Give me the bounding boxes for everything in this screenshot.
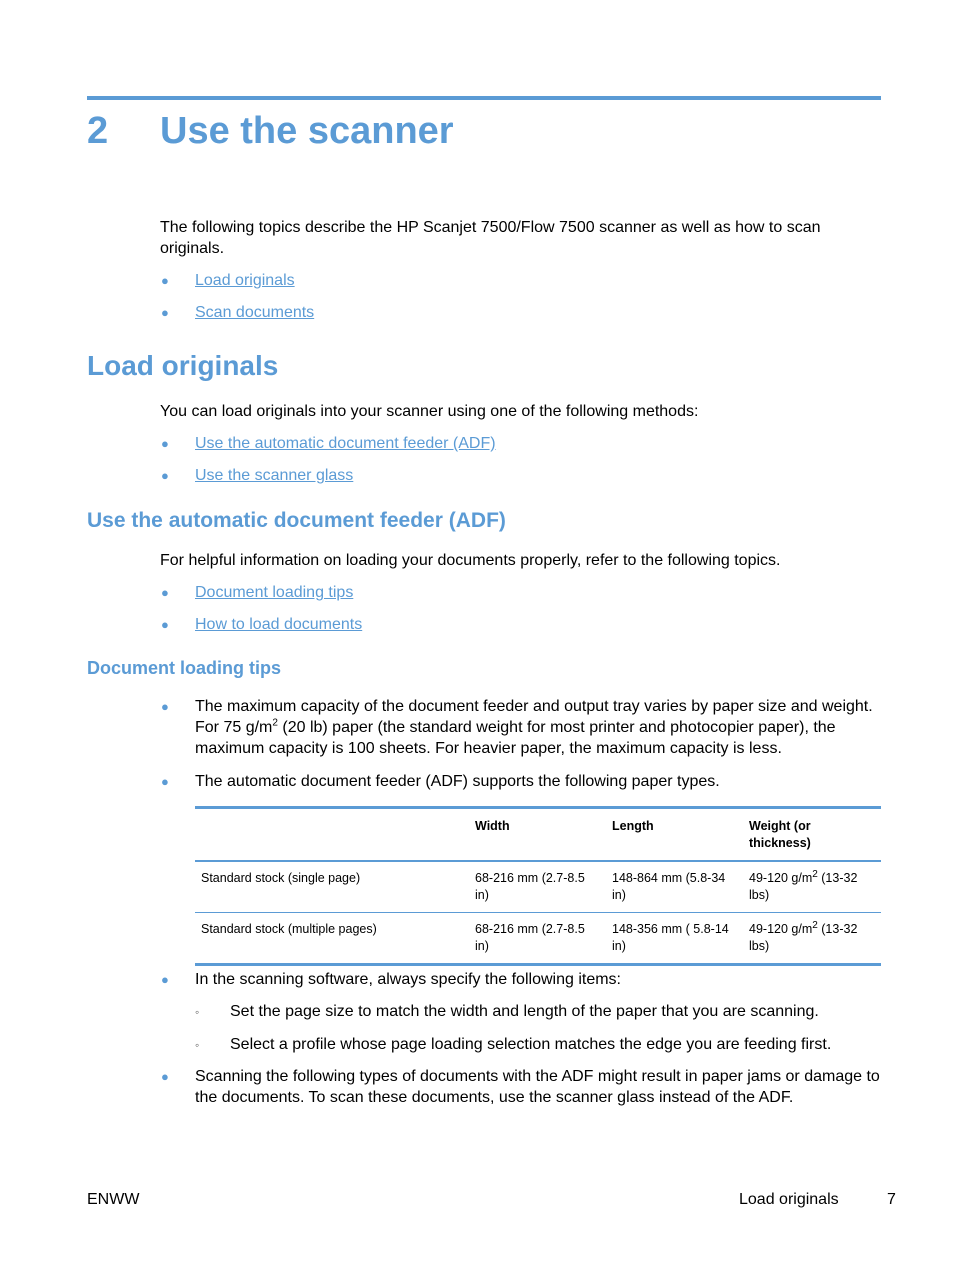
bullet-icon: ● xyxy=(161,585,169,600)
intro-text: The following topics describe the HP Scanjet 7500/Flow 7500 scanner as well as how to scan originals. xyxy=(160,219,821,257)
load-originals-text: You can load originals into your scanner using one of the following methods: xyxy=(160,403,699,420)
bullet-icon: ● xyxy=(161,1069,169,1084)
sub-bullet-icon: ◦ xyxy=(195,1038,200,1052)
cell-width: 68-216 mm (2.7-8.5 in) xyxy=(475,922,585,953)
cell-weight: 49-120 $g/m^2$ (13-32 lbs) xyxy=(749,919,858,953)
heading-document-loading-tips: Document loading tips xyxy=(87,658,282,678)
tips-bullet-jams: Scanning the following types of documents with the ADF might result in paper jams or damage to the documents. To scan these documents, use the scanner glass instead of the ADF. xyxy=(195,1068,880,1106)
table-header-width: Width xyxy=(475,819,510,833)
sub-bullet-page-size: Set the page size to match the width and length of the paper that you are scanning. xyxy=(230,1003,819,1020)
table-header-row xyxy=(195,808,881,862)
bullet-icon: ● xyxy=(161,273,169,288)
bullet-icon: ● xyxy=(161,972,169,987)
cell-weight: 49-120 $g/m^2$ (13-32 lbs) xyxy=(749,868,858,902)
bullet-icon: ● xyxy=(161,774,169,789)
sub-bullet-profile: Select a profile whose page loading selection matches the edge you are feeding first. xyxy=(230,1036,832,1053)
link-how-to-load-documents[interactable]: How to load documents xyxy=(195,616,363,633)
chapter-number: 2 xyxy=(87,110,109,152)
bullet-icon: ● xyxy=(161,305,169,320)
tips-bullet-software: In the scanning software, always specify the following items: xyxy=(195,971,621,988)
footer-section: Load originals xyxy=(739,1191,839,1208)
link-use-scanner-glass[interactable]: Use the scanner glass xyxy=(195,467,354,484)
bullet-icon: ● xyxy=(161,699,169,714)
footer-left: ENWW xyxy=(87,1191,140,1208)
cell-length: 148-356 mm ( 5.8-14 in) xyxy=(612,922,729,953)
table-row xyxy=(195,861,881,913)
tips-bullet-paper-types: The automatic document feeder (ADF) supports the following paper types. xyxy=(195,773,720,790)
link-load-originals[interactable]: Load originals xyxy=(195,272,295,289)
table-header-weight: Weight (or thickness) xyxy=(749,819,811,850)
cell-width: 68-216 mm (2.7-8.5 in) xyxy=(475,871,585,902)
cell-type: Standard stock (single page) xyxy=(201,871,361,885)
table-header-length: Length xyxy=(612,819,654,833)
table-header-type xyxy=(195,808,469,862)
cell-type: Standard stock (multiple pages) xyxy=(201,922,377,936)
link-scan-documents[interactable]: Scan documents xyxy=(195,304,315,321)
tips-bullet-capacity: The maximum capacity of the document feeder and output tray varies by paper size and weight. For 75 $g/m^2$ (20 lb) paper (the standard weight for most printer and photocopier paper), the maximum capacity is 100 sheets. For heavier paper, the maximum capacity is less. xyxy=(195,698,873,757)
bullet-icon: ● xyxy=(161,617,169,632)
chapter-rule xyxy=(87,96,881,100)
sub-bullet-icon: ◦ xyxy=(195,1005,200,1019)
cell-length: 148-864 mm (5.8-34 in) xyxy=(612,871,726,902)
heading-load-originals: Load originals xyxy=(87,350,279,381)
chapter-title: Use the scanner xyxy=(160,110,454,152)
heading-adf: Use the automatic document feeder (ADF) xyxy=(87,509,506,532)
link-document-loading-tips[interactable]: Document loading tips xyxy=(195,584,354,601)
paper-types-table xyxy=(195,806,881,966)
bullet-icon: ● xyxy=(161,468,169,483)
footer-page-number: 7 xyxy=(887,1191,896,1208)
bullet-icon: ● xyxy=(161,436,169,451)
adf-text: For helpful information on loading your documents properly, refer to the following topics. xyxy=(160,552,781,569)
table-row xyxy=(195,913,881,965)
link-use-adf[interactable]: Use the automatic document feeder (ADF) xyxy=(195,435,496,452)
